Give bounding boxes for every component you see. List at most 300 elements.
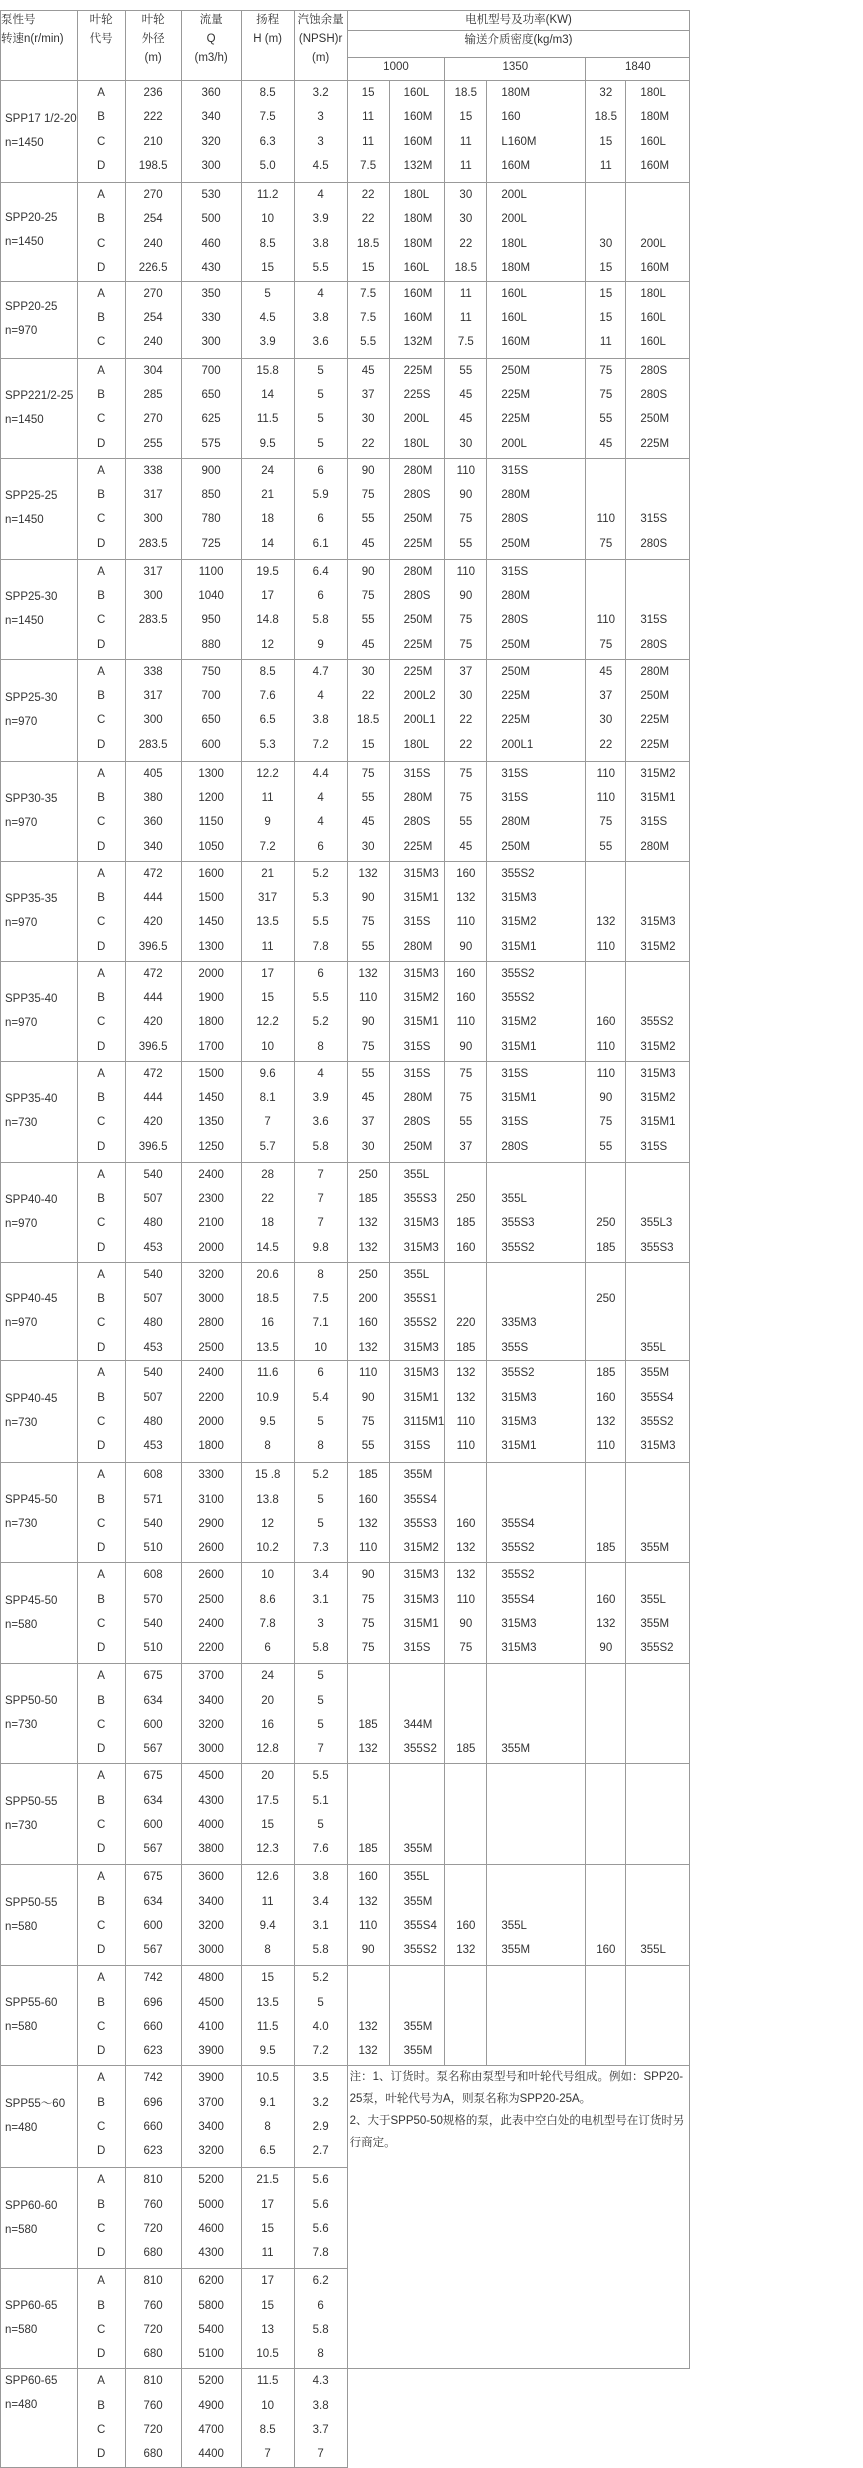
pump-model-line: n=970 xyxy=(5,816,38,829)
pump-group-row xyxy=(1,1061,690,1162)
impeller-diameter-value: 338 xyxy=(143,665,163,678)
motor-1840-value: 250M xyxy=(640,413,670,426)
motor-1840-list xyxy=(640,459,689,557)
impeller-diameter-value: 720 xyxy=(143,2423,163,2436)
npsh-value-cell-value: 5 xyxy=(317,1694,324,1707)
flow-value-cell xyxy=(181,1865,241,1966)
power-1000-list xyxy=(348,1563,389,1661)
motor-1350 xyxy=(487,659,586,761)
power-1350-list xyxy=(445,1966,486,2064)
head-value-cell-value: 13.8 xyxy=(256,1493,279,1506)
power-1000 xyxy=(347,1162,389,1262)
flow-value-cell xyxy=(181,761,241,861)
impeller-diameter-value: 396.5 xyxy=(138,940,168,953)
motor-1350-value: 315S xyxy=(501,464,529,477)
power-1000-value: 250 xyxy=(358,1168,378,1181)
npsh-value-cell-value: 5 xyxy=(317,1493,324,1506)
motor-1840-list xyxy=(640,862,689,960)
impeller-code-value: A xyxy=(97,1268,105,1281)
pump-model-line: n=970 xyxy=(5,715,38,728)
motor-1350-value: 160L xyxy=(501,311,527,324)
head-value-cell-value: 15 xyxy=(261,262,274,275)
pump-model-cell xyxy=(1,1061,78,1162)
npsh-value-cell xyxy=(294,281,347,358)
motor-1350 xyxy=(487,1764,586,1865)
header-impeller-diameter: 叶轮 外径 (m) xyxy=(125,11,181,81)
impeller-code-value: D xyxy=(96,1743,106,1756)
flow-value-cell-value: 1450 xyxy=(198,1091,224,1104)
power-1350-value: 160 xyxy=(456,867,476,880)
motor-1350-value xyxy=(501,1713,585,1737)
flow-value-cell-list xyxy=(182,1263,241,1361)
flow-value-cell xyxy=(181,1162,241,1262)
power-1840-value: 250 xyxy=(596,1292,616,1305)
power-1840-value: 75 xyxy=(599,388,613,401)
flow-value-cell-list xyxy=(182,1062,241,1160)
power-1350-value xyxy=(445,1664,486,1688)
pump-model-line: SPP50-50 xyxy=(5,1695,58,1708)
flow-value-cell-list xyxy=(182,1563,241,1661)
flow-value-cell-list xyxy=(182,1163,241,1261)
npsh-value-cell xyxy=(294,1966,347,2066)
impeller-code-value: B xyxy=(97,2198,105,2211)
motor-1350-list xyxy=(501,660,585,758)
impeller-diameter-value: 270 xyxy=(143,189,163,201)
impeller-code-value: A xyxy=(97,967,105,980)
pump-model-line: n=730 xyxy=(5,1117,38,1130)
npsh-value-cell-list xyxy=(295,282,347,355)
head-value-cell xyxy=(241,1966,294,2066)
head-value-cell xyxy=(241,1463,294,1563)
impeller-diameter-value: 240 xyxy=(143,336,163,349)
power-1350-value: 55 xyxy=(459,1116,473,1129)
power-1840-value xyxy=(586,1865,625,1889)
motor-1840-value xyxy=(640,986,689,1010)
impeller-diameter-value: 453 xyxy=(143,1341,163,1354)
motor-1000-value: 280M xyxy=(403,565,433,578)
power-1350-value: 110 xyxy=(456,1593,475,1606)
impeller-diameter-value: 507 xyxy=(143,1192,163,1205)
flow-value-cell-value: 3900 xyxy=(198,2072,224,2085)
power-1000-value: 160 xyxy=(358,1871,378,1884)
power-1000-list xyxy=(348,762,389,860)
pump-model-line: SPP35-40 xyxy=(5,1093,58,1106)
npsh-value-cell-value: 4.0 xyxy=(312,2020,329,2033)
power-1840-value: 15 xyxy=(599,287,613,300)
power-1840-value: 250 xyxy=(596,1217,616,1230)
power-1000-value: 132 xyxy=(358,967,378,980)
power-1350-value: 55 xyxy=(459,816,473,829)
motor-1350-value: 315S xyxy=(501,791,529,804)
power-1000-value: 75 xyxy=(361,1415,375,1428)
impeller-code-value: A xyxy=(97,287,105,300)
motor-1000-value: 315M1 xyxy=(403,1617,439,1630)
power-1840-value: 75 xyxy=(599,816,613,829)
head-value-cell-value: 18 xyxy=(261,513,274,526)
power-1000 xyxy=(347,1865,389,1966)
power-1000 xyxy=(347,1966,389,2066)
power-1000-list xyxy=(348,183,389,281)
impeller-diameter-value: 300 xyxy=(143,714,163,727)
power-1350-value: 11 xyxy=(459,135,472,148)
motor-1840-value xyxy=(640,962,689,986)
power-1000-value: 132 xyxy=(358,867,378,880)
pump-model-wrap xyxy=(5,1664,77,1762)
flow-value-cell-list xyxy=(182,359,241,457)
flow-value-cell-value: 1350 xyxy=(198,1116,224,1129)
flow-value-cell-value: 1300 xyxy=(198,767,224,780)
npsh-value-cell-value: 6 xyxy=(317,967,324,980)
impeller-diameter-value: 480 xyxy=(143,1217,163,1230)
motor-1000-value: 280S xyxy=(403,488,431,501)
power-1840-value xyxy=(586,483,625,507)
head-value-cell-value: 19.5 xyxy=(256,565,279,578)
motor-1000-value: 315M3 xyxy=(403,1367,439,1380)
impeller-code xyxy=(77,183,125,282)
pump-model-line: SPP55～60 xyxy=(5,2098,66,2111)
power-1840-list xyxy=(586,1865,625,1963)
head-value-cell xyxy=(241,861,294,961)
impeller-code xyxy=(77,1262,125,1361)
power-1000-list xyxy=(348,862,389,960)
flow-value-cell xyxy=(181,1262,241,1361)
motor-1840-list xyxy=(640,1163,689,1261)
pump-group-row xyxy=(1,1361,690,1463)
impeller-code-value: C xyxy=(96,714,106,727)
motor-1350-value: 315S xyxy=(501,1116,529,1129)
head-value-cell xyxy=(241,2168,294,2269)
power-1000 xyxy=(347,458,389,559)
impeller-code-value: D xyxy=(96,738,106,751)
motor-1000-value: 250M xyxy=(403,513,433,526)
power-1000-value: 45 xyxy=(361,816,375,829)
power-1350-value: 75 xyxy=(459,791,473,804)
pump-model-wrap xyxy=(5,81,77,181)
impeller-diameter-value: 300 xyxy=(143,589,163,602)
impeller-diameter-value: 270 xyxy=(143,287,163,300)
impeller-code-value: D xyxy=(96,2247,106,2260)
motor-1000-list xyxy=(404,459,445,557)
impeller-diameter xyxy=(125,81,181,183)
npsh-value-cell-value: 3.8 xyxy=(312,237,329,250)
power-1000-list xyxy=(348,282,389,355)
head-value-cell-value: 12.3 xyxy=(256,1843,279,1856)
motor-1840-value: 250M xyxy=(640,689,670,702)
impeller-diameter-value: 634 xyxy=(143,1794,163,1807)
motor-1350-value: 355S2 xyxy=(501,1241,535,1254)
pump-model-line: SPP25-30 xyxy=(5,691,58,704)
impeller-diameter-list xyxy=(126,1163,181,1261)
npsh-value-cell-value: 5 xyxy=(317,1818,324,1831)
npsh-value-cell-value: 4 xyxy=(317,689,324,702)
pump-model-cell xyxy=(1,1463,78,1563)
motor-1840-value: 315S xyxy=(640,614,668,627)
power-1840-value: 185 xyxy=(596,1542,616,1555)
power-1350-value: 45 xyxy=(459,413,473,426)
motor-1350-value xyxy=(501,1163,585,1187)
power-1350-value: 30 xyxy=(459,437,473,450)
head-value-cell-value: 11.2 xyxy=(256,189,279,201)
motor-1000-list xyxy=(404,1263,445,1361)
motor-1840-value xyxy=(640,1263,689,1287)
flow-value-cell-value: 5200 xyxy=(198,2375,224,2388)
flow-value-cell-value: 460 xyxy=(201,237,221,250)
impeller-diameter xyxy=(125,1563,181,1664)
motor-1840-value: 200L xyxy=(640,237,666,250)
power-1000-value: 11 xyxy=(362,135,375,148)
power-1840-value: 90 xyxy=(599,1642,613,1655)
impeller-code-value: D xyxy=(96,940,106,953)
motor-1350 xyxy=(487,183,586,282)
flow-value-cell-value: 2400 xyxy=(198,1367,224,1380)
impeller-code-value: C xyxy=(96,336,106,349)
motor-1840-value xyxy=(640,584,689,608)
impeller-diameter-value: 338 xyxy=(143,464,163,477)
flow-value-cell xyxy=(181,2168,241,2269)
npsh-value-cell-value: 3.1 xyxy=(312,1919,329,1932)
head-value-cell-value: 18 xyxy=(261,1217,274,1230)
motor-1000-value: 315M3 xyxy=(403,1241,439,1254)
npsh-value-cell-value: 3.8 xyxy=(312,311,329,324)
npsh-value-cell xyxy=(294,1563,347,1664)
head-value-cell-list xyxy=(242,1865,294,1963)
motor-1840-value: 225M xyxy=(640,437,670,450)
motor-1840-list xyxy=(640,1263,689,1361)
motor-1350-value: 280M xyxy=(501,816,531,829)
npsh-value-cell xyxy=(294,2269,347,2369)
pump-model-cell xyxy=(1,281,78,358)
pump-model-line: n=480 xyxy=(5,2122,38,2135)
npsh-value-cell-value: 5.2 xyxy=(312,867,329,880)
motor-1350-value: 200L xyxy=(501,213,527,226)
pump-model-line: n=1450 xyxy=(5,413,44,426)
pump-spec-table xyxy=(0,10,690,2468)
pump-group-row xyxy=(1,659,690,761)
impeller-diameter xyxy=(125,1361,181,1463)
impeller-code-value: B xyxy=(97,1593,105,1606)
impeller-code xyxy=(77,559,125,659)
power-1840-list xyxy=(586,862,625,960)
pump-group-row xyxy=(1,1563,690,1664)
impeller-diameter-value: 760 xyxy=(143,2198,163,2211)
motor-1350-value: 355M xyxy=(501,1743,531,1756)
power-1840 xyxy=(586,1865,626,1966)
power-1840-value xyxy=(586,1837,625,1861)
motor-1000-list xyxy=(404,81,445,179)
motor-1000-list xyxy=(404,1966,445,2064)
head-value-cell-value: 13.5 xyxy=(256,1341,279,1354)
flow-value-cell-value: 3700 xyxy=(198,2096,224,2109)
pump-model-line: n=580 xyxy=(5,1920,38,1933)
flow-value-cell-value: 4000 xyxy=(198,1818,224,1831)
power-1000-value: 22 xyxy=(361,437,375,450)
power-1840-value xyxy=(586,584,625,608)
head-value-cell-value: 7 xyxy=(264,1116,271,1129)
power-1000-value: 185 xyxy=(358,1469,378,1482)
motor-1350-value xyxy=(501,1488,585,1512)
power-1840-list xyxy=(586,359,625,457)
power-1350-value xyxy=(445,1764,486,1788)
head-value-cell-value: 13.5 xyxy=(256,1996,279,2009)
impeller-diameter-value: 283.5 xyxy=(138,537,168,550)
motor-1840-value xyxy=(640,1837,689,1861)
power-1840-value: 110 xyxy=(596,791,615,804)
motor-1350 xyxy=(487,1463,586,1563)
impeller-code xyxy=(77,961,125,1061)
npsh-value-cell xyxy=(294,559,347,659)
motor-1000-value: 160M xyxy=(403,135,433,148)
head-value-cell-list xyxy=(242,2168,294,2266)
flow-value-cell-value: 2900 xyxy=(198,1517,224,1530)
npsh-value-cell-value: 7.2 xyxy=(312,2045,329,2058)
table-note-text: 注：1、订货时。泵名称由泵型号和叶轮代号组成。例如：SPP20-25泵，叶轮代号为A，则泵名称为SPP20-25A。 2、大于SPP50-50规格的泵，此表中空白处的电机型号在订货时另行商定。 xyxy=(349,2071,685,2150)
power-1350-value: 18.5 xyxy=(454,87,478,99)
motor-1000-value: 355S4 xyxy=(403,1919,437,1932)
power-1840-value xyxy=(586,886,625,910)
motor-1000-value xyxy=(404,1991,445,2015)
power-1840-value: 110 xyxy=(596,614,615,627)
power-1840-list xyxy=(586,459,625,557)
flow-value-cell-value: 4800 xyxy=(198,1972,224,1985)
pump-model-cell xyxy=(1,2269,78,2369)
motor-1840 xyxy=(626,1262,690,1361)
power-1000-value: 5.5 xyxy=(360,336,377,349)
flow-value-cell-value: 500 xyxy=(201,213,221,226)
npsh-value-cell-value: 3.8 xyxy=(312,2399,329,2412)
impeller-code-value: D xyxy=(96,537,106,550)
power-1000-list xyxy=(348,660,389,758)
head-value-cell-value: 7.6 xyxy=(259,689,276,702)
impeller-code-value: C xyxy=(96,1016,106,1029)
impeller-diameter-value: 380 xyxy=(143,791,163,804)
head-value-cell xyxy=(241,1061,294,1162)
pump-model-line: SPP45-50 xyxy=(5,1494,58,1507)
npsh-value-cell-value: 3.9 xyxy=(312,213,329,226)
power-1000-value: 22 xyxy=(361,213,375,226)
head-value-cell-list xyxy=(242,1463,294,1561)
npsh-value-cell-value: 5.9 xyxy=(312,488,329,501)
head-value-cell xyxy=(241,458,294,559)
npsh-value-cell-value: 6 xyxy=(317,464,324,477)
motor-1840-list xyxy=(640,1764,689,1862)
motor-1350-list xyxy=(501,282,585,355)
head-value-cell-list xyxy=(242,962,294,1060)
head-value-cell-value: 10.5 xyxy=(256,2072,279,2085)
npsh-value-cell-value: 4 xyxy=(317,287,324,300)
power-1350-value: 37 xyxy=(459,665,473,678)
power-1840-value: 110 xyxy=(596,1440,615,1453)
power-1000 xyxy=(347,861,389,961)
impeller-diameter-list xyxy=(126,560,181,658)
power-1000-value: 132 xyxy=(358,2045,378,2058)
pump-model-cell xyxy=(1,1966,78,2066)
motor-1840 xyxy=(626,861,690,961)
motor-1000 xyxy=(389,81,445,183)
pump-model-wrap xyxy=(5,183,77,276)
impeller-code xyxy=(77,281,125,358)
power-1840-value xyxy=(586,1713,625,1737)
npsh-value-cell-list xyxy=(295,560,347,658)
motor-1000-value: 355M xyxy=(403,1895,433,1908)
npsh-value-cell xyxy=(294,1262,347,1361)
pump-model-wrap xyxy=(5,762,77,860)
power-1840 xyxy=(586,659,626,761)
head-value-cell-value: 21 xyxy=(261,488,274,501)
power-1840-value: 15 xyxy=(599,311,613,324)
motor-1840 xyxy=(626,1061,690,1162)
motor-1840-value: 280S xyxy=(640,364,668,377)
impeller-code-value: B xyxy=(97,2299,105,2312)
head-value-cell-value: 11 xyxy=(261,791,274,804)
motor-1350-value: 225M xyxy=(501,714,531,727)
impeller-diameter-value: 623 xyxy=(143,2145,163,2158)
pump-model-line: SPP45-50 xyxy=(5,1594,58,1607)
power-1350-list xyxy=(445,1463,486,1561)
pump-model-wrap xyxy=(5,560,77,658)
impeller-diameter-list xyxy=(126,2369,181,2467)
head-value-cell-value: 9 xyxy=(264,816,271,829)
pump-model-wrap xyxy=(5,1062,77,1161)
motor-1000-value: 355M xyxy=(403,1843,433,1856)
power-1000-value: 55 xyxy=(361,791,375,804)
impeller-code xyxy=(77,2168,125,2269)
power-1350-list xyxy=(445,1664,486,1762)
power-1000-list xyxy=(348,1463,389,1561)
power-1350-list xyxy=(445,962,486,1060)
impeller-code xyxy=(77,1061,125,1162)
motor-1840-value xyxy=(640,459,689,483)
motor-1840-list xyxy=(640,1664,689,1762)
npsh-value-cell-value: 7 xyxy=(317,1168,324,1181)
impeller-diameter xyxy=(125,659,181,761)
impeller-code-value: C xyxy=(96,2222,106,2235)
pump-model-wrap xyxy=(5,1263,77,1359)
power-1000-value: 132 xyxy=(358,1241,378,1254)
pump-model-cell xyxy=(1,183,78,282)
motor-1350-list xyxy=(501,560,585,658)
power-1000-value: 30 xyxy=(361,413,375,426)
head-value-cell-value: 7.5 xyxy=(259,111,276,124)
npsh-value-cell-list xyxy=(295,660,347,758)
motor-1000 xyxy=(389,1262,445,1361)
motor-1840 xyxy=(626,961,690,1061)
motor-1840-value: 355S2 xyxy=(640,1415,674,1428)
motor-1840-value xyxy=(640,1163,689,1187)
motor-1000-value xyxy=(404,1764,445,1788)
motor-1350-list xyxy=(501,1966,585,2064)
head-value-cell-value: 10.9 xyxy=(256,1391,279,1404)
power-1840-value: 75 xyxy=(599,638,613,651)
motor-1350-list xyxy=(501,862,585,960)
motor-1000-list xyxy=(404,962,445,1060)
npsh-value-cell-value: 6 xyxy=(317,1367,324,1380)
flow-value-cell-value: 4500 xyxy=(198,1770,224,1783)
head-value-cell-value: 8 xyxy=(264,1440,271,1453)
power-1350-value: 185 xyxy=(456,1217,476,1230)
power-1350-value: 132 xyxy=(456,1944,476,1957)
flow-value-cell-value: 5400 xyxy=(198,2323,224,2336)
motor-1000 xyxy=(389,1061,445,1162)
npsh-value-cell-value: 7 xyxy=(317,1743,324,1756)
power-1350-value: 30 xyxy=(459,213,473,226)
impeller-code-value: D xyxy=(96,2145,106,2158)
impeller-diameter-value: 420 xyxy=(143,916,163,929)
power-1000-value: 90 xyxy=(361,1944,375,1957)
motor-1000-list xyxy=(404,1463,445,1561)
motor-1000 xyxy=(389,183,445,282)
flow-value-cell-value: 4300 xyxy=(198,1794,224,1807)
power-1350 xyxy=(445,183,487,282)
